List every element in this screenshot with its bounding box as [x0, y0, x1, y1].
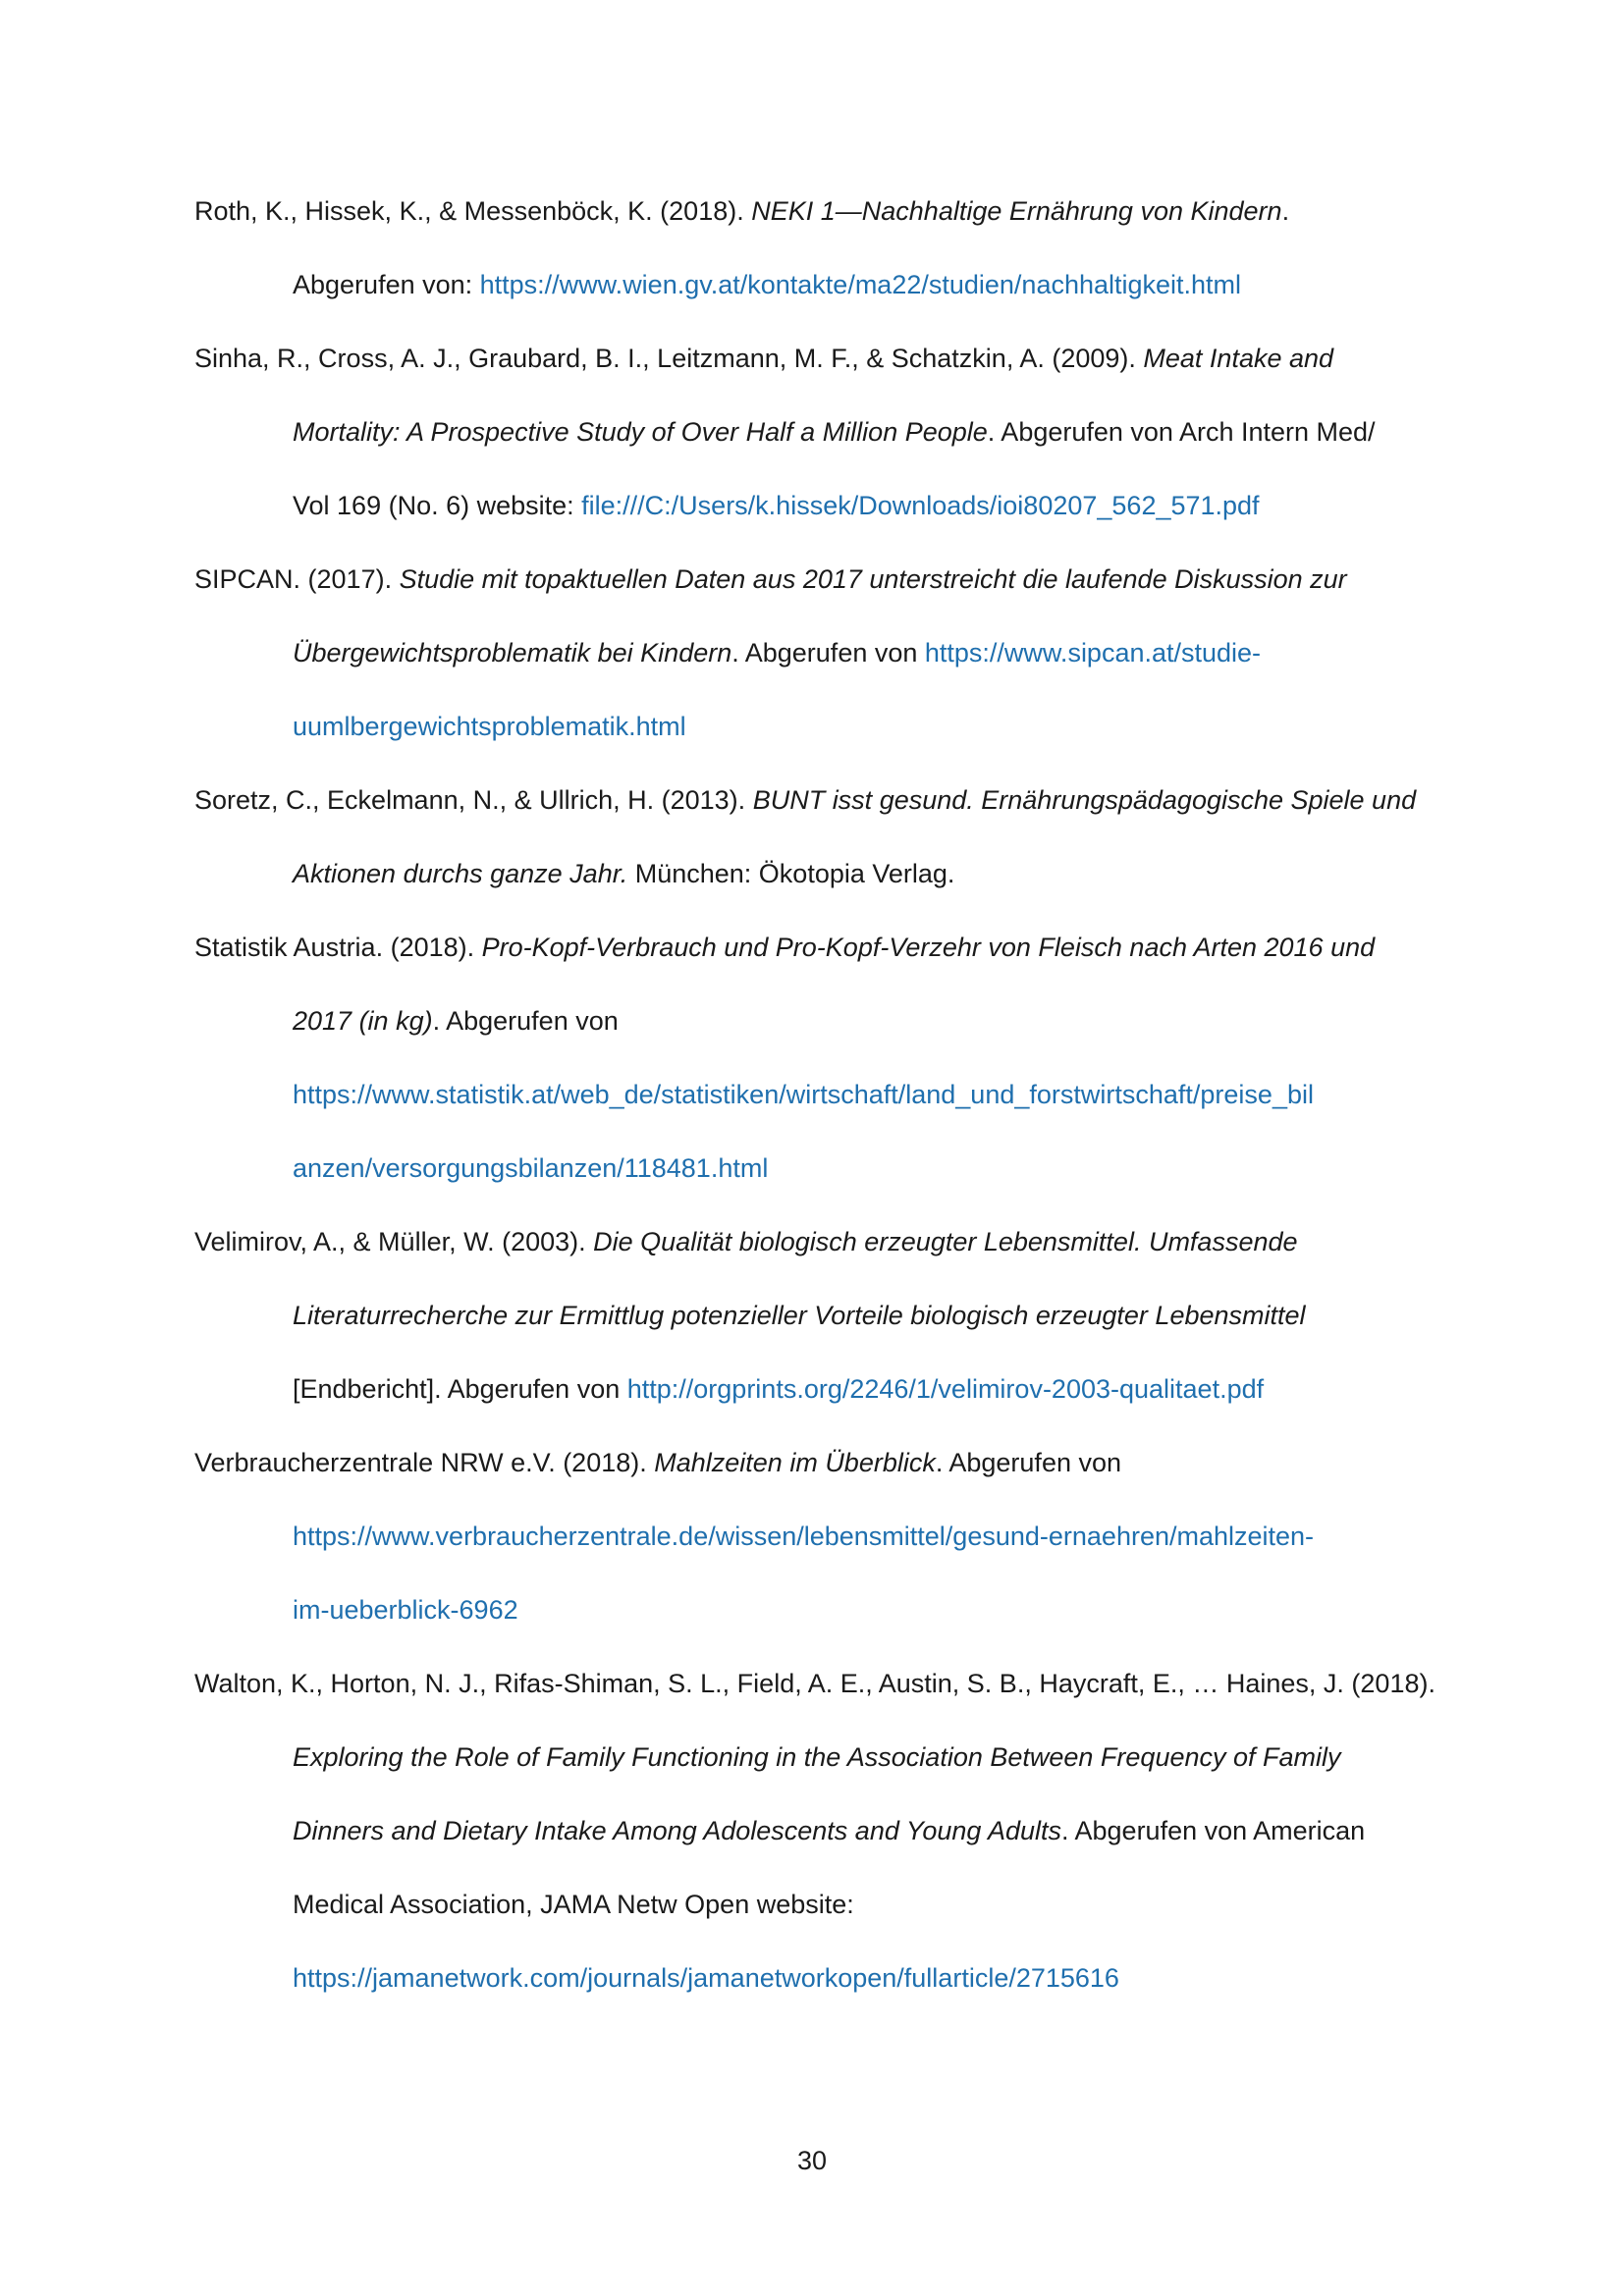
reference-authors: Verbraucherzentrale NRW e.V. (2018). — [194, 1448, 655, 1477]
reference-entry-sinha — [194, 322, 1441, 543]
reference-title-part2: Literaturrecherche zur Ermittlug potenzieller Vorteile biologisch erzeugter Lebensmittel — [293, 1301, 1306, 1330]
reference-authors: Statistik Austria. (2018). — [194, 933, 482, 962]
reference-link[interactable]: https://www.wien.gv.at/kontakte/ma22/studien/nachhaltigkeit.html — [479, 270, 1242, 299]
reference-title: NEKI 1—Nachhaltige Ernährung von Kindern — [751, 196, 1282, 226]
reference-source-text: Medical Association, JAMA Netw Open website: — [293, 1890, 854, 1919]
reference-line — [293, 1794, 1441, 1868]
reference-entry-sipcan — [194, 543, 1441, 764]
page-number: 30 — [796, 2146, 828, 2175]
reference-link-part2[interactable]: uumlbergewichtsproblematik.html — [293, 712, 686, 741]
reference-link-part1[interactable]: https://www.verbraucherzentrale.de/wissen/lebensmittel/gesund-ernaehren/mahlzeiten- — [293, 1522, 1315, 1551]
reference-authors: Sinha, R., Cross, A. J., Graubard, B. I., Leitzmann, M. F., & Schatzkin, A. (2009). — [194, 344, 1144, 373]
reference-line — [293, 469, 1441, 543]
reference-line — [293, 1132, 1441, 1205]
reference-after-title: München: Ökotopia Verlag. — [627, 859, 955, 888]
reference-title-part1: Meat Intake and — [1143, 344, 1334, 373]
reference-after-title: . Abgerufen von American — [1061, 1816, 1366, 1845]
reference-authors: Soretz, C., Eckelmann, N., & Ullrich, H. (2013). — [194, 785, 753, 815]
reference-entry-statistik-austria — [194, 911, 1441, 1205]
reference-entry-roth — [194, 175, 1441, 322]
reference-link-part2[interactable]: im-ueberblick-6962 — [293, 1595, 518, 1625]
reference-entry-walton — [194, 1647, 1441, 2015]
reference-source-text: Vol 169 (No. 6) website: — [293, 491, 582, 520]
reference-title-part2: Übergewichtsproblematik bei Kindern — [293, 638, 732, 667]
reference-authors: Velimirov, A., & Müller, W. (2003). — [194, 1227, 594, 1256]
reference-authors: Walton, K., Horton, N. J., Rifas-Shiman, S. L., Field, A. E., Austin, S. B., Haycraft, E., … Haines, J. (2018). — [194, 1669, 1435, 1698]
reference-line — [293, 1942, 1441, 2015]
reference-title-part1: Die Qualität biologisch erzeugter Lebensmittel. Umfassende — [593, 1227, 1298, 1256]
reference-line — [293, 1279, 1441, 1353]
reference-authors: Roth, K., Hissek, K., & Messenböck, K. (2018). — [194, 196, 752, 226]
reference-title-part2: Mortality: A Prospective Study of Over Half a Million People — [293, 417, 988, 447]
reference-after-title: . Abgerufen von — [731, 638, 925, 667]
reference-entry-soretz — [194, 764, 1441, 911]
reference-after-title: . Abgerufen von Arch Intern Med/ — [987, 417, 1376, 447]
reference-line — [293, 248, 1441, 322]
reference-title-part2: Aktionen durchs ganze Jahr. — [293, 859, 628, 888]
reference-link-part1[interactable]: https://www.sipcan.at/studie- — [924, 638, 1262, 667]
reference-title: Mahlzeiten im Überblick — [654, 1448, 936, 1477]
reference-title-part2: 2017 (in kg) — [293, 1006, 433, 1036]
reference-line — [293, 1353, 1441, 1426]
reference-authors: SIPCAN. (2017). — [194, 564, 400, 594]
reference-line — [293, 1058, 1441, 1132]
reference-title-part1: Studie mit topaktuellen Daten aus 2017 unterstreicht die laufende Diskussion zur — [399, 564, 1347, 594]
reference-link-part1[interactable]: https://www.statistik.at/web_de/statistiken/wirtschaft/land_und_forstwirtschaft/preise_bil — [293, 1080, 1314, 1109]
reference-entry-verbraucherzentrale — [194, 1426, 1441, 1647]
reference-line — [293, 1868, 1441, 1942]
reference-line — [293, 616, 1441, 690]
reference-line — [293, 837, 1441, 911]
reference-link[interactable]: https://jamanetwork.com/journals/jamanetworkopen/fullarticle/2715616 — [293, 1963, 1119, 1993]
reference-after-title: . Abgerufen von — [935, 1448, 1122, 1477]
reference-title-part2: Dinners and Dietary Intake Among Adolescents and Young Adults — [293, 1816, 1061, 1845]
reference-line — [293, 1500, 1441, 1574]
reference-line — [293, 985, 1441, 1058]
reference-title-part1: Exploring the Role of Family Functioning in the Association Between Frequency of Family — [293, 1742, 1341, 1772]
reference-retrieved-text: Abgerufen von: — [293, 270, 480, 299]
reference-line — [293, 1721, 1441, 1794]
reference-line — [293, 396, 1441, 469]
reference-source-text: [Endbericht]. Abgerufen von — [293, 1374, 627, 1404]
reference-link-part2[interactable]: anzen/versorgungsbilanzen/118481.html — [293, 1153, 769, 1183]
reference-line — [293, 690, 1441, 764]
reference-title-part1: Pro-Kopf-Verbrauch und Pro-Kopf-Verzehr von Fleisch nach Arten 2016 und — [481, 933, 1376, 962]
reference-after-title: . — [1281, 196, 1290, 226]
reference-link[interactable]: http://orgprints.org/2246/1/velimirov-2003-qualitaet.pdf — [626, 1374, 1265, 1404]
reference-link[interactable]: file:///C:/Users/k.hissek/Downloads/ioi80207_562_571.pdf — [581, 491, 1260, 520]
reference-entry-velimirov — [194, 1205, 1441, 1426]
reference-after-title: . Abgerufen von — [432, 1006, 619, 1036]
reference-title-part1: BUNT isst gesund. Ernährungspädagogische Spiele und — [752, 785, 1417, 815]
reference-line — [293, 1574, 1441, 1647]
